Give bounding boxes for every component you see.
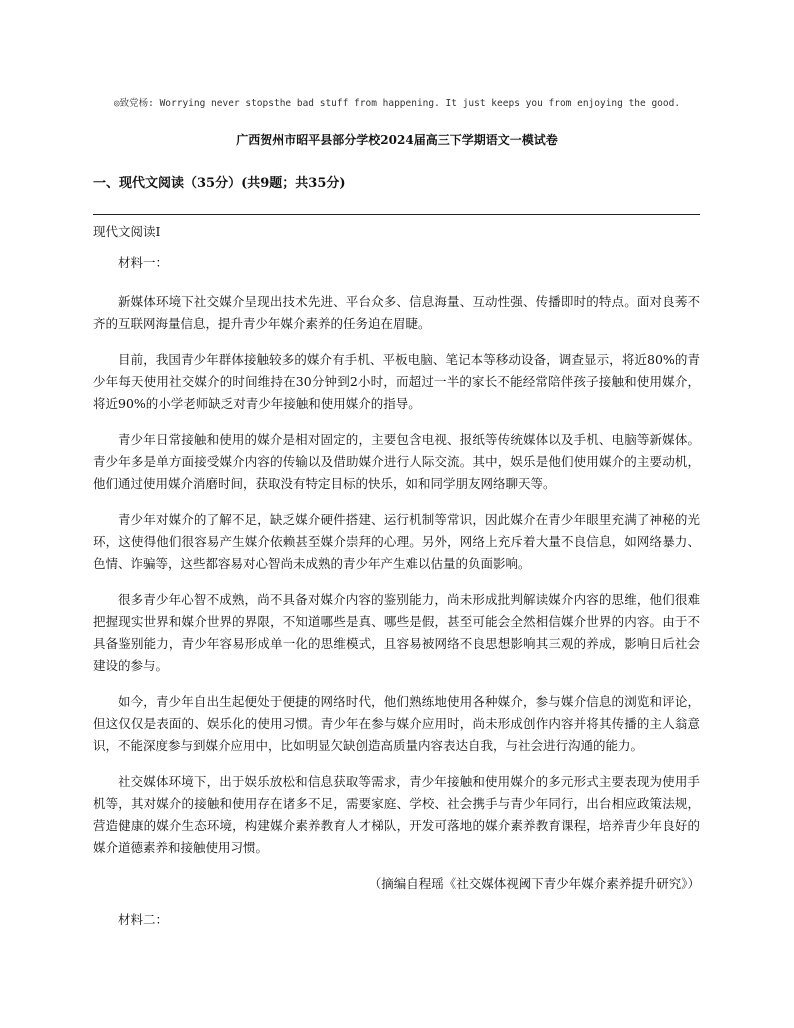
- material-one-source: （摘编自程瑶《社交媒体视阈下青少年媒介素养提升研究》）: [368, 876, 700, 891]
- document-title: 广西贺州市昭平县部分学校2024届高三下学期语文一模试卷: [236, 133, 558, 147]
- material-one-label: 材料一：: [118, 255, 169, 270]
- header-motto: ◎致党杨: Worrying never stopsthe bad stuff from happening. It just keeps you from enjoying the good.: [113, 98, 681, 109]
- section-divider: [93, 214, 700, 215]
- material-one-paragraph: 如今，青少年自出生起便处于便捷的网络时代，他们熟练地使用各种媒介，参与媒介信息的浏览和评论，但这仅仅是表面的、娱乐化的使用习惯。青少年在参与媒介应用时，尚未形成创作内容并将其传播的主人翁意识，不能深度参与到媒介应用中，比如明显欠缺创造高质量内容表达自我，与社会进行沟通的能力。: [93, 694, 700, 753]
- material-one-paragraph: 社交媒体环境下，出于娱乐放松和信息获取等需求，青少年接触和使用媒介的多元形式主要表现为使用手机等，其对媒介的接触和使用存在诸多不足，需要家庭、学校、社会携手与青少年同行，出台相应政策法规，营造健康的媒介生态环境，构建媒介素养教育人才梯队，开发可落地的媒介素养教育课程，培养青少年良好的媒介道德素养和接触使用习惯。: [93, 774, 700, 855]
- material-one-paragraph: 青少年日常接触和使用的媒介是相对固定的，主要包含电视、报纸等传统媒体以及手机、电脑等新媒体。青少年多是单方面接受媒介内容的传输以及借助媒介进行人际交流。其中，娱乐是他们使用媒介的主要动机，他们通过使用媒介消磨时间，获取没有特定目标的快乐，如和同学朋友网络聊天等。: [93, 432, 700, 491]
- material-two-label: 材料二：: [118, 912, 169, 927]
- section-heading: 一、现代文阅读（35分）(共9题；共35分): [93, 176, 346, 191]
- reading-subheading: 现代文阅读Ⅰ: [93, 224, 161, 239]
- reading-content: [93, 252, 700, 948]
- material-one-paragraph: 很多青少年心智不成熟，尚不具备对媒介内容的鉴别能力，尚未形成批判解读媒介内容的思维，他们很难把握现实世界和媒介世界的界限，不知道哪些是真、哪些是假，甚至可能会全然相信媒介世界的内容。由于不具备鉴别能力，青少年容易形成单一化的思维模式，且容易被网络不良思想影响其三观的养成，影响日后社会建设的参与。: [93, 592, 700, 673]
- material-one-paragraph: 青少年对媒介的了解不足，缺乏媒介硬件搭建、运行机制等常识，因此媒介在青少年眼里充满了神秘的光环，这使得他们很容易产生媒介依赖甚至媒介崇拜的心理。另外，网络上充斥着大量不良信息，如网络暴力、色情、诈骗等，这些都容易对心智尚未成熟的青少年产生难以估量的负面影响。: [93, 512, 700, 571]
- material-one-paragraph: 新媒体环境下社交媒介呈现出技术先进、平台众多、信息海量、互动性强、传播即时的特点。面对良莠不齐的互联网海量信息，提升青少年媒介素养的任务迫在眉睫。: [93, 294, 700, 331]
- material-one-paragraph: 目前，我国青少年群体接触较多的媒介有手机、平板电脑、笔记本等移动设备，调查显示，将近80%的青少年每天使用社交媒介的时间维持在30分钟到2小时，而超过一半的家长不能经常陪伴孩子接触和使用媒介，将近90%的小学老师缺乏对青少年接触和使用媒介的指导。: [93, 352, 700, 411]
